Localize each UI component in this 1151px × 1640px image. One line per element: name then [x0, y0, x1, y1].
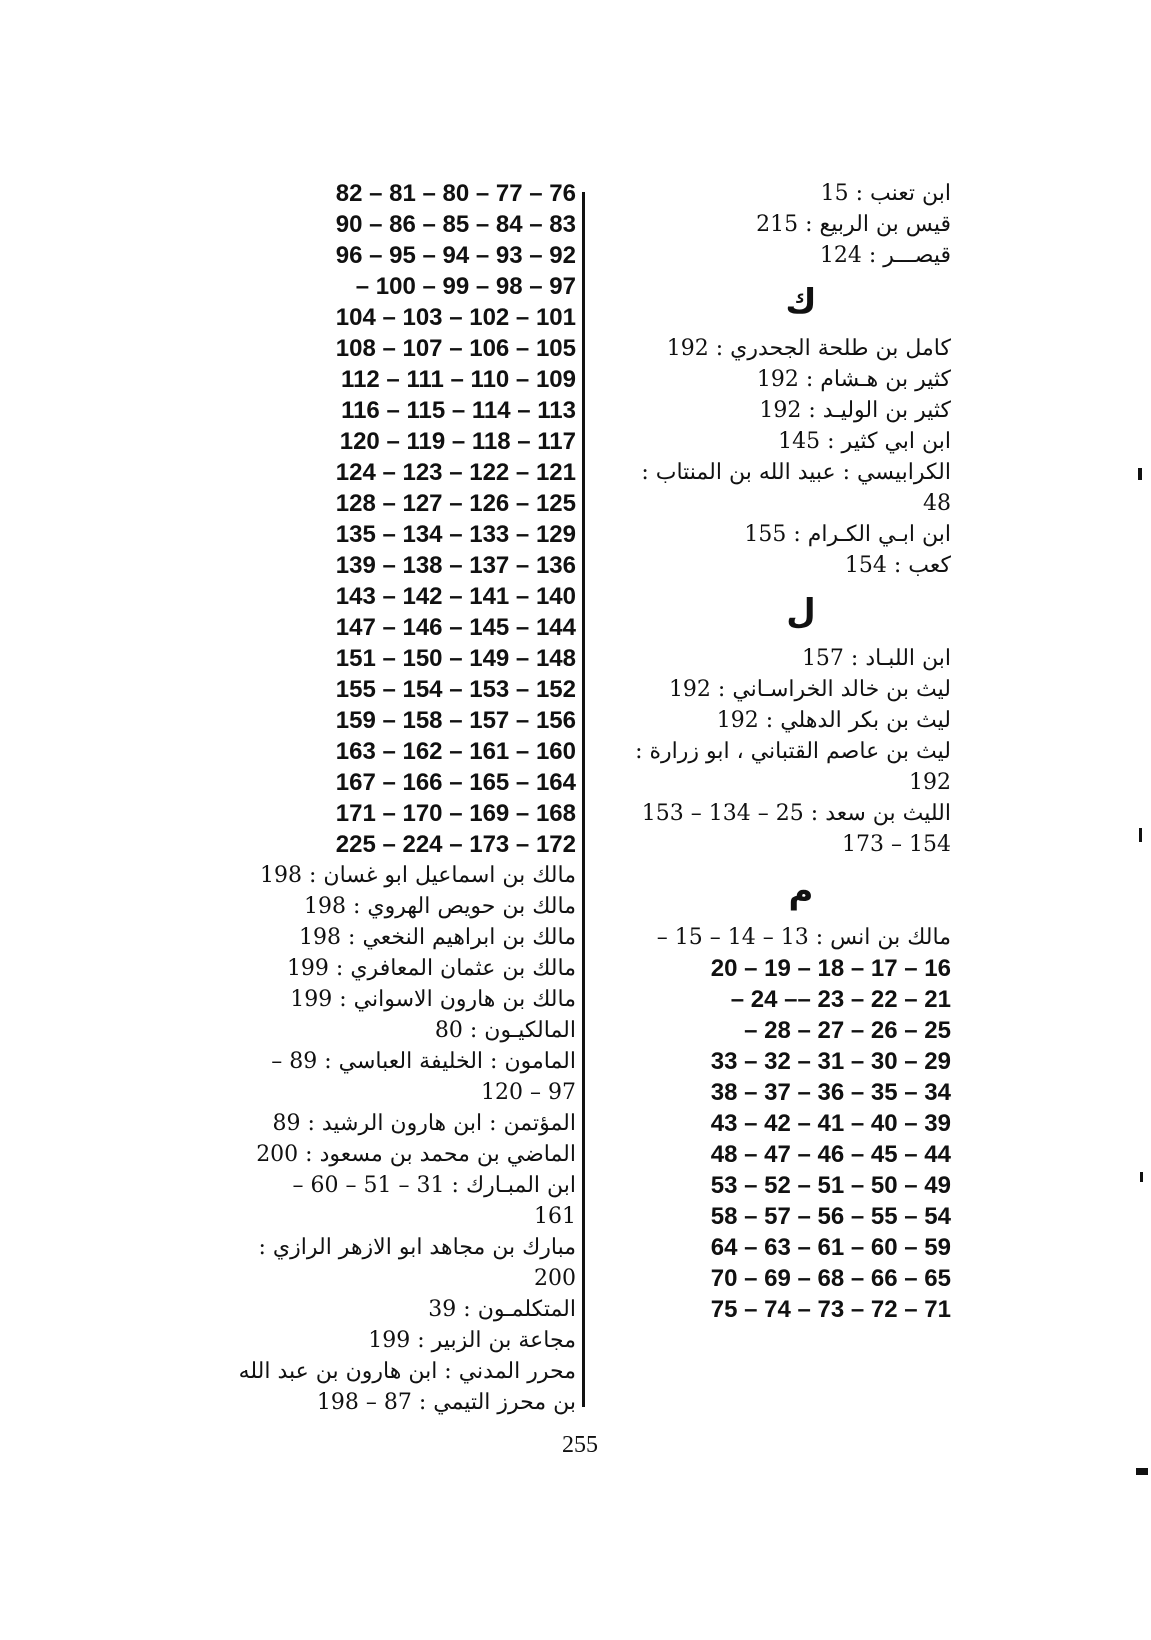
page-refs-line: 54 – 55 – 56 – 57 – 58: [710, 1203, 951, 1230]
page-refs-line: 101 – 102 – 103 – 104: [335, 304, 576, 331]
scan-mark: [1139, 828, 1142, 842]
index-entry: ليث بن عاصم القتباني ، ابو زرارة :: [635, 739, 951, 764]
index-entry: مالك بن انس : 13 – 14 – 15 –: [656, 925, 951, 950]
index-entry: ليث بن بكر الدهلي : 192: [716, 708, 951, 733]
page-refs-line: 97 – 98 – 99 – 100 –: [355, 273, 576, 300]
index-entry: مالك بن اسماعيل ابو غسان : 198: [260, 863, 576, 888]
page-refs-line: 125 – 126 – 127 – 128: [335, 490, 576, 517]
index-entry: قيصـــر : 124: [819, 243, 951, 268]
column-divider: [582, 192, 585, 1407]
page-refs-line: 83 – 84 – 85 – 86 – 90: [335, 211, 576, 238]
page-refs-line: 152 – 153 – 154 – 155: [335, 676, 576, 703]
page-refs-line: 76 – 77 – 80 – 81 – 82: [335, 180, 576, 207]
index-entry: مالك بن حويص الهروي : 198: [304, 894, 576, 919]
index-entry: مجاعة بن الزبير : 199: [368, 1328, 576, 1353]
index-entry-continuation: 200: [534, 1266, 576, 1291]
index-entry-continuation: 192: [909, 770, 951, 795]
page-refs-line: 140 – 141 – 142 – 143: [335, 583, 576, 610]
page-refs-line: 156 – 157 – 158 – 159: [335, 707, 576, 734]
index-entry: قيس بن الربيع : 215: [756, 212, 951, 237]
index-entry: كثير بن هـشام : 192: [756, 367, 951, 392]
scan-mark: [1136, 1468, 1148, 1475]
index-entry: كامل بن طلحة الجحدري : 192: [666, 336, 951, 361]
index-entry: مالك بن ابراهيم النخعي : 198: [299, 925, 576, 950]
index-entry: المامون : الخليفة العباسي : 89 –: [271, 1049, 576, 1074]
page-refs-line: 25 – 26 – 27 – 28 –: [744, 1017, 951, 1044]
page-refs-line: 59 – 60 – 61 – 63 – 64: [710, 1234, 951, 1261]
index-entry: ابن اللبـاد : 157: [801, 646, 951, 671]
index-entry-continuation: 154 – 173: [842, 832, 951, 857]
index-entry: ليث بن خالد الخراسـاني : 192: [668, 677, 951, 702]
page-refs-line: 121 – 122 – 123 – 124: [335, 459, 576, 486]
page-refs-line: 164 – 165 – 166 – 167: [335, 769, 576, 796]
index-entry: ابن ابـي الكـرام : 155: [744, 522, 951, 547]
page-refs-line: 136 – 137 – 138 – 139: [335, 552, 576, 579]
section-letter: م: [788, 871, 814, 911]
index-entry: الليث بن سعد : 25 – 134 – 153: [641, 801, 951, 826]
index-entry: الكرابيسي : عبيد الله بن المنتاب :: [641, 460, 951, 485]
page-refs-line: 92 – 93 – 94 – 95 – 96: [335, 242, 576, 269]
page-refs-line: 117 – 118 – 119 – 120: [339, 428, 576, 455]
page-number: 255: [562, 1432, 598, 1458]
index-entry: الماضي بن محمد بن مسعود : 200: [256, 1142, 576, 1167]
section-letter: ك: [785, 282, 817, 322]
index-entry: المالكيـون : 80: [434, 1018, 576, 1043]
index-entry-continuation: 48: [923, 491, 951, 516]
page-refs-line: 21 – 22 – 23 –– 24 –: [730, 986, 951, 1013]
index-entry: مالك بن عثمان المعافري : 199: [286, 956, 576, 981]
index-entry: مبارك بن مجاهد ابو الازهر الرازي :: [258, 1235, 576, 1260]
index-entry: كثير بن الوليـد : 192: [759, 398, 951, 423]
index-entry: ابن المبـارك : 31 – 51 – 60 –: [292, 1173, 576, 1198]
index-entry: مالك بن هارون الاسواني : 199: [290, 987, 576, 1012]
index-entry-continuation: 97 – 120: [481, 1080, 576, 1105]
page-refs-line: 44 – 45 – 46 – 47 – 48: [710, 1141, 951, 1168]
index-column-left: [221, 178, 576, 1418]
index-column-right: [571, 178, 951, 1325]
index-entry-continuation: 161: [534, 1204, 576, 1229]
index-entry: المؤتمن : ابن هارون الرشيد : 89: [272, 1111, 576, 1136]
section-letter: ل: [786, 592, 816, 632]
page-refs-line: 129 – 133 – 134 – 135: [335, 521, 576, 548]
page-refs-line: 168 – 169 – 170 – 171: [335, 800, 576, 827]
index-entry: محرر المدني : ابن هارون بن عبد الله: [238, 1359, 576, 1384]
scan-mark: [1140, 1172, 1143, 1182]
page-refs-line: 71 – 72 – 73 – 74 – 75: [710, 1296, 951, 1323]
page-refs-line: 16 – 17 – 18 – 19 – 20: [710, 955, 951, 982]
page-refs-line: 109 – 110 – 111 – 112: [341, 366, 576, 393]
page-refs-line: 160 – 161 – 162 – 163: [335, 738, 576, 765]
index-entry: المتكلمـون : 39: [428, 1297, 576, 1322]
index-entry: كعب : 154: [844, 553, 951, 578]
page-refs-line: 65 – 66 – 68 – 69 – 70: [710, 1265, 951, 1292]
index-entry: بن محرز التيمي : 87 – 198: [316, 1390, 576, 1415]
index-entry: ابن ابي كثير : 145: [778, 429, 951, 454]
page-refs-line: 144 – 145 – 146 – 147: [335, 614, 576, 641]
index-entry: ابن تعنب : 15: [820, 181, 951, 206]
page-refs-line: 29 – 30 – 31 – 32 – 33: [710, 1048, 951, 1075]
page-refs-line: 49 – 50 – 51 – 52 – 53: [710, 1172, 951, 1199]
page-refs-line: 113 – 114 – 115 – 116: [341, 397, 576, 424]
page-refs-line: 105 – 106 – 107 – 108: [335, 335, 576, 362]
page-refs-line: 148 – 149 – 150 – 151: [335, 645, 576, 672]
page-refs-line: 172 – 173 – 224 – 225: [335, 831, 576, 858]
page-refs-line: 39 – 40 – 41 – 42 – 43: [710, 1110, 951, 1137]
scan-mark: [1138, 468, 1142, 480]
page-refs-line: 34 – 35 – 36 – 37 – 38: [710, 1079, 951, 1106]
